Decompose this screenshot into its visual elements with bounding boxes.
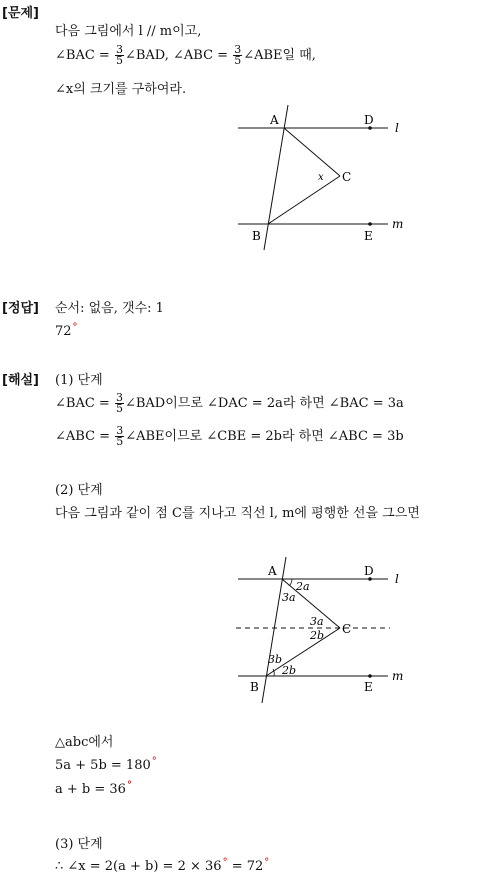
- label-3a: 3a: [282, 591, 296, 604]
- label-d: D: [364, 564, 374, 578]
- label-2a: 2a: [296, 580, 310, 593]
- point-e: [368, 222, 372, 226]
- label-3b: 3b: [268, 653, 283, 666]
- label-a: A: [270, 113, 279, 127]
- problem-figure: [230, 100, 420, 260]
- label-l: l: [395, 572, 399, 586]
- solution-header: [해설]: [2, 373, 39, 388]
- step-1-line-2: ∠ABC = $\frac{3}{5}$ ∠ABE이므로 ∠CBE = 2b라 하면 ∠ABC = 3b: [55, 424, 404, 448]
- label-m: m: [392, 669, 404, 683]
- label-b: B: [250, 680, 259, 694]
- point-e: [368, 674, 372, 678]
- answer-value: 72°: [55, 322, 78, 339]
- fraction: $\frac{3}{5}$: [115, 43, 123, 67]
- solution-figure: [230, 555, 420, 705]
- label-d: D: [364, 113, 374, 127]
- label-3a-at-c: 3a: [310, 615, 324, 628]
- problem-line-3: ∠x의 크기를 구하여라.: [55, 82, 187, 97]
- problem-header: [문제]: [2, 6, 39, 21]
- step-1-line-1: ∠BAC = $\frac{3}{5}$ ∠BAD이므로 ∠DAC = 2a라 하면 ∠BAC = 3a: [55, 391, 404, 415]
- problem-line-1: 다음 그림에서 l // m이고,: [55, 24, 202, 39]
- segment-bc: [266, 628, 340, 676]
- label-e: E: [364, 680, 373, 694]
- fraction: $\frac{3}{5}$: [116, 424, 124, 448]
- label-b: B: [252, 229, 261, 243]
- segment-ac: [284, 128, 340, 176]
- step-2-label: (2) 단계: [55, 483, 103, 498]
- step-2-line-3: 5a + 5b = 180°: [55, 756, 157, 773]
- answer-line-1: 순서: 없음, 갯수: 1: [55, 301, 164, 316]
- fraction: $\frac{3}{5}$: [115, 391, 123, 415]
- label-c: C: [342, 622, 352, 636]
- segment-bc: [268, 176, 340, 224]
- step-2-line-4: a + b = 36°: [55, 780, 132, 797]
- label-m: m: [392, 217, 404, 231]
- label-x: x: [318, 172, 324, 183]
- answer-header: [정답]: [2, 301, 39, 316]
- step-2-line-1: 다음 그림과 같이 점 C를 지나고 직선 l, m에 평행한 선을 그으면: [55, 506, 420, 521]
- step-1-label: (1) 단계: [55, 373, 103, 388]
- label-e: E: [364, 229, 373, 243]
- label-a: A: [268, 564, 277, 578]
- label-c: C: [342, 170, 352, 184]
- angle-arc: [289, 579, 292, 586]
- step-3-line-1: ∴ ∠x = 2(a + b) = 2 × 36° = 72°: [55, 857, 270, 874]
- label-2b: 2b: [282, 664, 297, 677]
- problem-line-2: ∠BAC = $\frac{3}{5}$ ∠BAD, ∠ABC = $\frac{3}{5}$ ∠ABE일 때,: [55, 43, 316, 67]
- label-l: l: [395, 121, 399, 135]
- angle-arc: [273, 669, 274, 676]
- fraction: $\frac{3}{5}$: [234, 43, 242, 67]
- step-3-label: (3) 단계: [55, 837, 103, 852]
- label-2b-at-c: 2b: [310, 629, 325, 642]
- step-2-line-2: △abc에서: [55, 735, 114, 750]
